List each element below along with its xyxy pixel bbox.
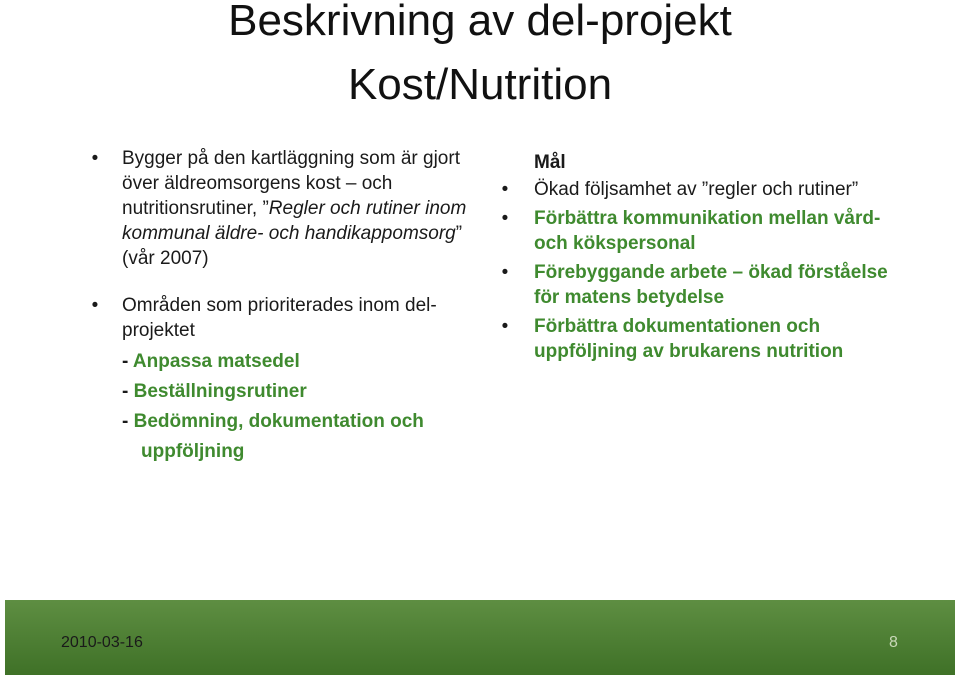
goal-item-1 (498, 177, 918, 202)
bullet-marker: • (91, 295, 99, 316)
sub-item-text: Anpassa matsedel (132, 351, 300, 372)
right-column (498, 150, 918, 368)
sub-item-text: Bedömning, dokumentation och (133, 411, 424, 432)
slide-title-line-1: Beskrivning av del-projekt (228, 0, 732, 45)
goals-heading: Mål (534, 152, 566, 173)
sub-item-2 (88, 377, 488, 407)
bullet-1-italic-title: Regler och rutiner inom kommunal äldre- och handikappomsorg (122, 198, 467, 244)
bullet-1-text: Bygger på den kartläggning som är gjort över äldreomsorgens kost – och nutritionsrutiner, ” (122, 148, 460, 219)
goal-item-text: Förbättra kommunikation mellan vård- och kökspersonal (534, 208, 881, 254)
goal-item-text: Ökad följsamhet av ”regler och rutiner” (534, 179, 859, 200)
sub-item-1 (88, 347, 488, 377)
left-bullet-1 (88, 146, 488, 271)
goal-item-text: Förebyggande arbete – ökad förståelse för matens betydelse (534, 262, 888, 308)
bullet-2-text: Områden som prioriterades inom del-projektet (122, 295, 437, 341)
bullet-marker: • (501, 316, 509, 337)
sub-item-3 (88, 407, 488, 437)
left-bullet-2 (88, 293, 488, 343)
goal-item-4 (498, 314, 918, 364)
bullet-marker: • (501, 179, 509, 200)
bullet-marker: • (91, 148, 99, 169)
sub-dash: - (122, 381, 134, 402)
goal-item-text: Förbättra dokumentationen och uppföljning av brukarens nutrition (534, 316, 844, 362)
goal-item-3 (498, 260, 918, 310)
sub-item-3-continuation: uppföljning (141, 441, 245, 462)
footer-bar (5, 600, 955, 675)
sub-dash: - (122, 351, 133, 372)
goal-item-2 (498, 206, 918, 256)
page-number: 8 (889, 634, 898, 651)
bullet-1-text-end: ” (vår 2007) (122, 223, 463, 269)
slide-title-line-2: Kost/Nutrition (347, 60, 613, 109)
bullet-marker: • (501, 262, 509, 283)
sub-dash: - (122, 411, 134, 432)
sub-item-text: Beställningsrutiner (133, 381, 307, 402)
left-column (88, 146, 488, 467)
bullet-marker: • (501, 208, 509, 229)
footer-date: 2010-03-16 (61, 634, 143, 651)
